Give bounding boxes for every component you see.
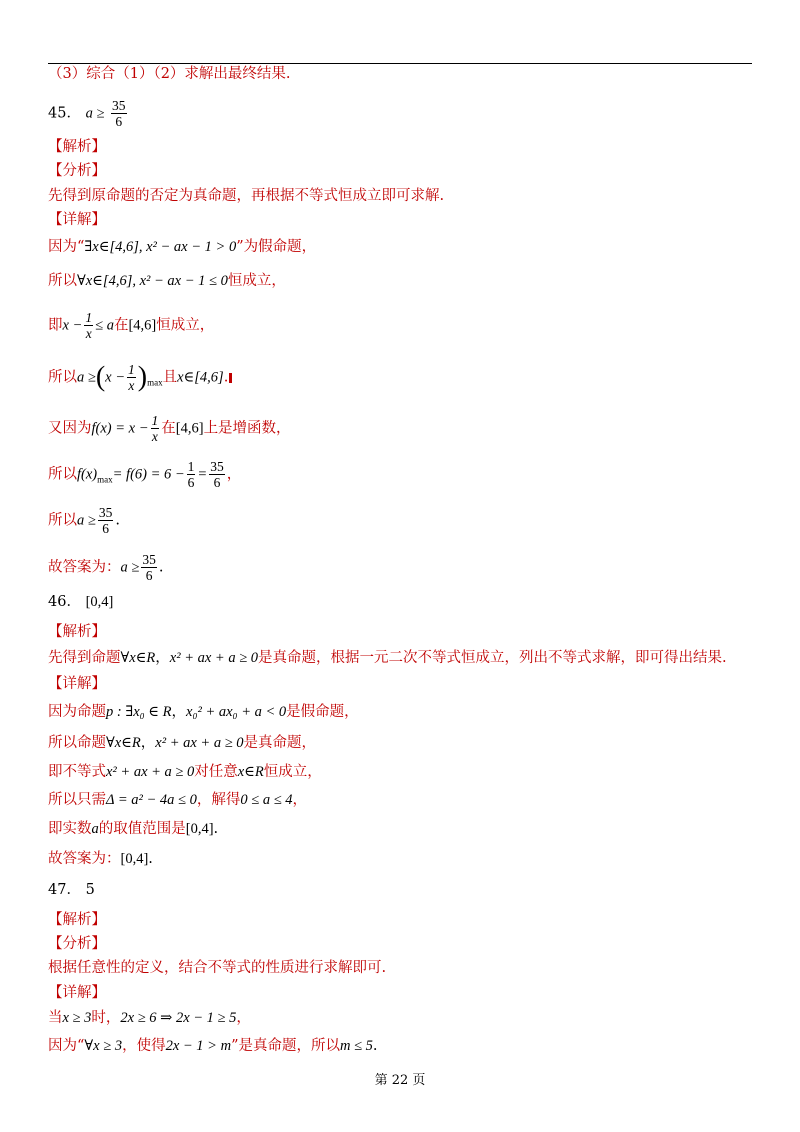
q45-number: 45． — [48, 105, 81, 122]
q46-answer: [0,4] — [85, 594, 114, 610]
header-line: （3）综合（1）（2）求解出最终结果. — [48, 66, 291, 82]
q45-line3: 即x − $\frac{1}{x}$ ≤ a在[4,6]恒成立， — [48, 310, 215, 341]
page-footer: 第 22 页 — [374, 1073, 426, 1088]
q46-line1: 因为命题p : ∃x₀ ∈ R，x₀² + ax₀ + a < 0是假命题， — [48, 704, 359, 720]
q45-line6: 所以$f(x)_{max}= f(6) = 6$ − $\frac{1}{6}$ = $\frac{35}{6}$ ， — [48, 459, 242, 490]
q45-line1-math: ∃x∈[4,6], x² − ax − 1 > 0 — [84, 239, 237, 255]
q47-analysis-tag: 【解析】 — [48, 912, 106, 928]
q45-answer-frac: $\frac{35}{6}$ — [112, 98, 126, 129]
q46-detail-tag: 【详解】 — [48, 676, 106, 692]
q45-line3-frac: $\frac{1}{x}$ — [85, 310, 93, 341]
q45-fenxi-tag: 【分析】 — [48, 163, 106, 179]
q46-number: 46． — [48, 594, 81, 610]
q45-fenxi-text: 先得到原命题的否定为真命题，再根据不等式恒成立即可求解. — [48, 188, 445, 204]
q46-line2: 所以命题∀x∈R，x² + ax + a ≥ 0是真命题， — [48, 735, 317, 751]
q46-line3: 即不等式x² + ax + a ≥ 0对任意x∈R恒成立， — [48, 764, 322, 780]
red-marker — [229, 373, 232, 383]
q45-detail-tag: 【详解】 — [48, 212, 106, 228]
q47-answer-line — [48, 880, 95, 900]
q45-line6-frac2: $\frac{35}{6}$ — [210, 459, 224, 490]
q45-line8: 故答案为：a ≥ $\frac{35}{6}$ . — [48, 552, 164, 583]
q45-line1: 因为“∃x∈[4,6], x² − ax − 1 > 0”为假命题， — [48, 239, 317, 255]
q45-answer: a ≥ — [85, 105, 105, 122]
q46-analysis-tag: 【解析】 — [48, 624, 106, 640]
q45-line2: 所以∀x∈[4,6], x² − ax − 1 ≤ 0恒成立， — [48, 273, 286, 289]
q47-line1: 当x ≥ 3时，2x ≥ 6 ⇒ 2x − 1 ≥ 5， — [48, 1010, 251, 1026]
q47-fenxi-text: 根据任意性的定义，结合不等式的性质进行求解即可. — [48, 960, 387, 976]
q45-line4: 所以a ≥(x − $\frac{1}{x}$ )$_{max}$且x∈[4,6]. — [48, 362, 232, 393]
q46-line4: 所以只需Δ = a² − 4a ≤ 0，解得0 ≤ a ≤ 4， — [48, 792, 308, 808]
q46-fenxi: 先得到命题∀x∈R，x² + ax + a ≥ 0是真命题，根据一元二次不等式恒成立，列出不等式求解，即可得出结果. — [48, 650, 727, 666]
q46-line6: 故答案为：[0,4]. — [48, 851, 153, 867]
q45-line7: 所以a ≥ $\frac{35}{6}$ . — [48, 505, 120, 536]
q45-line8-frac: $\frac{35}{6}$ — [142, 552, 156, 583]
q45-line4-frac: $\frac{1}{x}$ — [128, 362, 135, 393]
q47-answer: 5 — [85, 882, 95, 898]
q47-detail-tag: 【详解】 — [48, 985, 106, 1001]
q45-line6-frac1: $\frac{1}{6}$ — [187, 459, 195, 490]
q46-answer-line — [48, 592, 113, 612]
q45-answer-line — [48, 98, 129, 129]
q45-line2-math: ∀x∈[4,6], x² − ax − 1 ≤ 0 — [77, 273, 228, 289]
q47-fenxi-tag: 【分析】 — [48, 936, 106, 952]
q45-line5-frac: $\frac{1}{x}$ — [151, 413, 159, 444]
q47-line2: 因为“∀x ≥ 3，使得2x − 1 > m”是真命题，所以m ≤ 5. — [48, 1038, 378, 1054]
q46-line5: 即实数a的取值范围是[0,4]. — [48, 821, 219, 837]
q45-analysis-tag: 【解析】 — [48, 139, 106, 155]
q47-number: 47． — [48, 882, 81, 898]
q45-line7-frac: $\frac{35}{6}$ — [98, 505, 113, 536]
q45-line5: 又因为f(x) = x − $\frac{1}{x}$ 在[4,6]上是增函数， — [48, 413, 291, 444]
